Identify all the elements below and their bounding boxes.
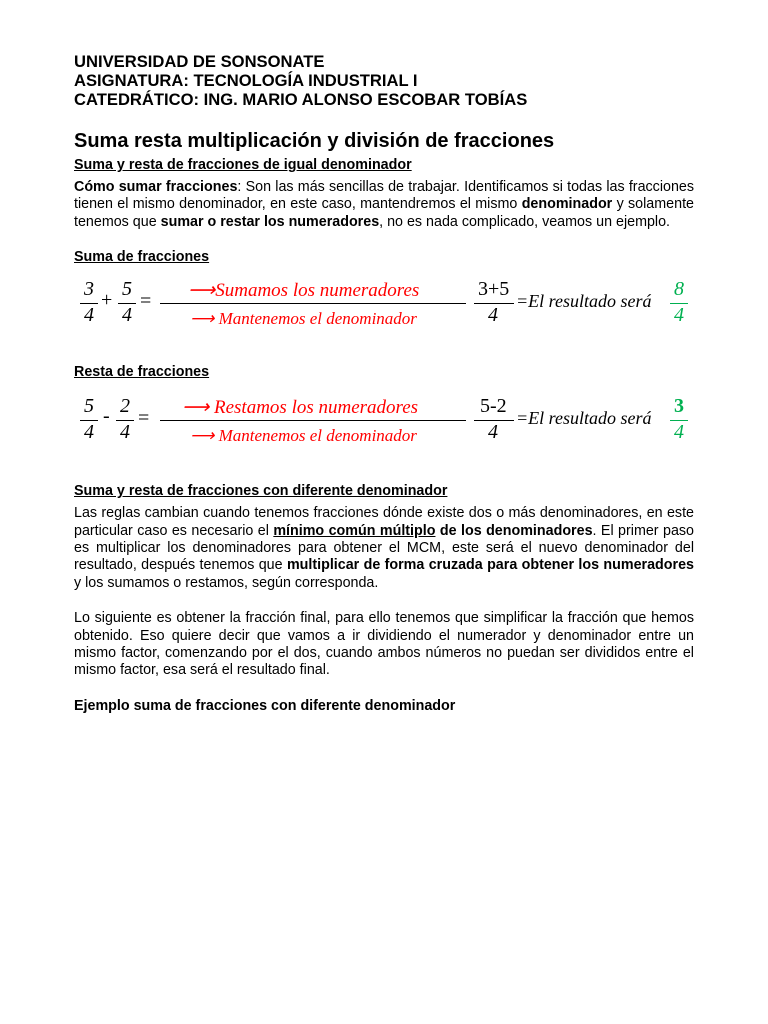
suma-long-bar — [160, 303, 466, 304]
resta-long-bar — [160, 420, 466, 421]
suma-mid-numerator: 3+5 — [478, 278, 510, 301]
resta-result-text: =El resultado será — [516, 408, 652, 429]
suma-equals: = — [140, 290, 152, 313]
suma-equation — [74, 276, 694, 346]
suma-result-text: =El resultado será — [516, 291, 652, 312]
suma-a-numerator: 3 — [84, 278, 94, 301]
resta-a-denominator: 4 — [84, 421, 94, 444]
header-university: UNIVERSIDAD DE SONSONATE — [74, 52, 325, 71]
example-heading: Ejemplo suma de fracciones con diferente denominador — [74, 697, 456, 714]
resta-heading: Resta de fracciones — [74, 364, 210, 381]
resta-result-denominator: 4 — [674, 421, 684, 444]
suma-result-numerator: 8 — [674, 278, 684, 301]
suma-bottom-note: ⟶ Mantenemos el denominador — [190, 309, 417, 329]
header-professor: CATEDRÁTICO: ING. MARIO ALONSO ESCOBAR TOBÍAS — [74, 90, 528, 109]
section1-heading: Suma y resta de fracciones de igual denominador — [74, 157, 412, 173]
term-como-sumar: Cómo sumar fracciones — [74, 179, 238, 195]
resta-top-note: ⟶ Restamos los numeradores — [182, 397, 419, 419]
suma-mid-denominator: 4 — [488, 304, 498, 327]
section2-paragraph2: Lo siguiente es obtener la fracción final, para ello tenemos que simplificar la fracción que hemos obtenido. Eso quiere decir que vamos a ir dividiendo el numerador y denominador entre un mismo factor, comenzando por el dos, cuando ambos números no puedan ser divididos entre el mismo factor, esa será el resultado final. — [74, 610, 694, 679]
suma-a-denominator: 4 — [84, 304, 94, 327]
resta-mid-denominator: 4 — [488, 421, 498, 444]
resta-a-numerator: 5 — [84, 395, 94, 418]
resta-mid-numerator: 5-2 — [480, 395, 507, 418]
document-page — [74, 52, 694, 715]
section2-heading: Suma y resta de fracciones con diferente denominador — [74, 483, 448, 500]
resta-bottom-note: ⟶ Mantenemos el denominador — [190, 426, 417, 446]
suma-top-note: ⟶Sumamos los numeradores — [188, 280, 420, 302]
suma-b-denominator: 4 — [122, 304, 132, 327]
term-mcm: mínimo común múltiplo — [273, 522, 436, 539]
resta-equals: = — [138, 407, 150, 430]
suma-b-numerator: 5 — [122, 278, 132, 301]
resta-b-denominator: 4 — [120, 421, 130, 444]
page-title: Suma resta multiplicación y división de fracciones — [74, 130, 555, 152]
resta-minus: - — [103, 405, 110, 428]
resta-result-numerator: 3 — [674, 395, 684, 418]
resta-equation — [74, 393, 694, 463]
suma-result-denominator: 4 — [674, 304, 684, 327]
resta-b-numerator: 2 — [120, 395, 130, 418]
section1-paragraph: Cómo sumar fracciones: Son las más sencillas de trabajar. Identificamos si todas las fracciones tienen el mismo denominador, en este caso, mantendremos el mismo denominador y solamente tenemos que sumar o restar los numeradores, no es nada complicado, veamos un ejemplo. — [74, 179, 694, 230]
suma-plus: + — [101, 289, 113, 312]
header-subject: ASIGNATURA: TECNOLOGÍA INDUSTRIAL I — [74, 71, 418, 90]
section2-paragraph1: Las reglas cambian cuando tenemos fracciones dónde existe dos o más denominadores, en este particular caso es necesario el mínimo común múltiplo de los denominadores. El primer paso es multiplicar los denominadores para obtener el MCM, este será el nuevo denominador del resultado, después tenemos que multiplicar de forma cruzada para obtener los numeradores y los sumamos o restamos, según corresponda. — [74, 505, 694, 591]
suma-heading: Suma de fracciones — [74, 249, 210, 266]
